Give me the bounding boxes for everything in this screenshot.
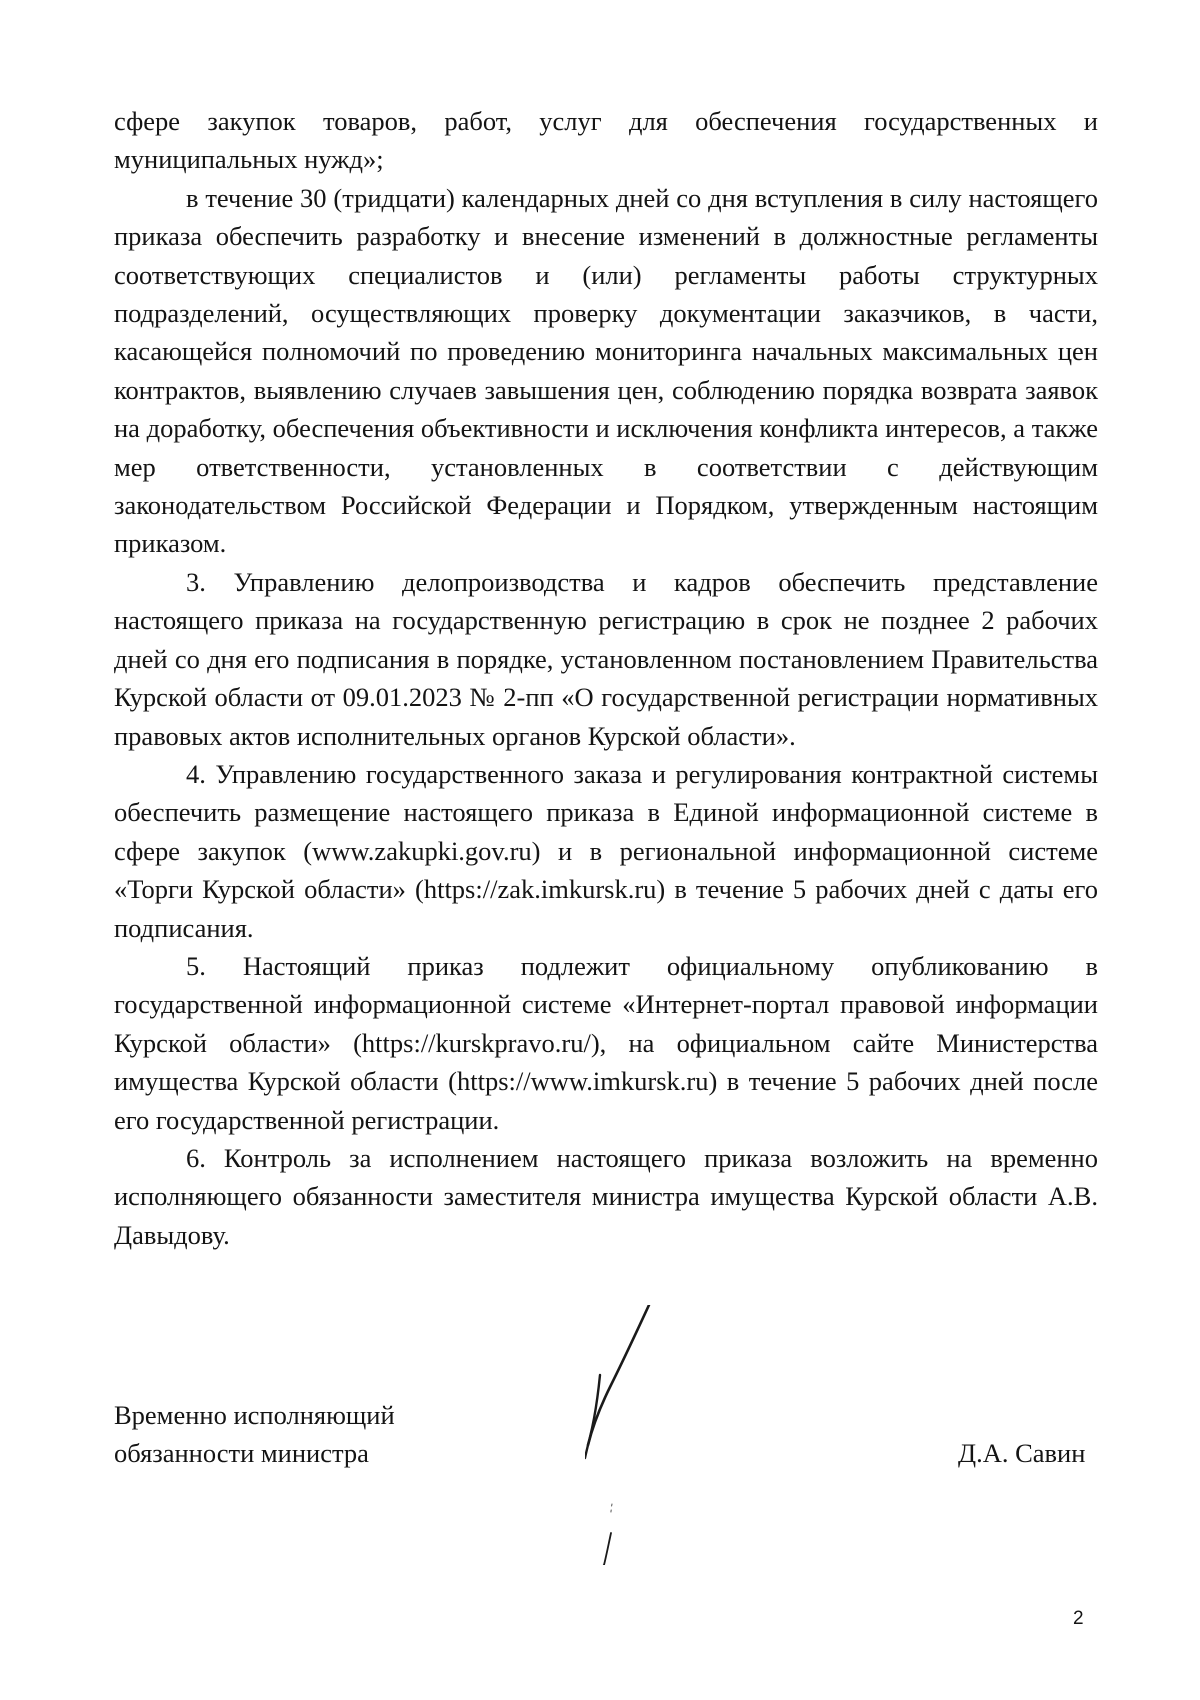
signatory-position-line-2: обязанности министра (114, 1438, 369, 1469)
paragraph-continuation: сфере закупок товаров, работ, услуг для обеспечения государственных и муниципальных нужд»; (114, 106, 1098, 175)
signatory-position-line-1: Временно исполняющий (114, 1400, 395, 1430)
handwritten-signature (585, 1305, 705, 1565)
paragraph-item-3: 3. Управлению делопроизводства и кадров обеспечить представление настоящего приказа на государственную регистрацию в срок не позднее 2 рабочих дней со дня его подписания в порядке, установленном постановлением Правительства Курской области от 09.01.2023 № 2-пп «О государственной регистрации нормативных правовых актов исполнительных органов Курской области». (114, 566, 1098, 751)
signatory-position (114, 1396, 395, 1473)
paragraph-item-5: 5. Настоящий приказ подлежит официальному опубликованию в государственной информационной системе «Интернет-портал правовой информации Курской области» (https://kurskpravo.ru/), на официальном сайте Министерства имущества Курской области (https://www.imkursk.ru) в течение 5 рабочих дней после его государственной регистрации. (114, 950, 1098, 1135)
signatory-name: Д.А. Савин (958, 1438, 1086, 1468)
paragraph-deadline-regulations: в течение 30 (тридцати) календарных дней со дня вступления в силу настоящего приказа обеспечить разработку и внесение изменений в должностные регламенты соответствующих специалистов и (или) регламенты работы структурных подразделений, осуществляющих проверку документации заказчиков, в части, касающейся полномочий по проведению мониторинга начальных максимальных цен контрактов, выявлению случаев завышения цен, соблюдению порядка возврата заявок на доработку, обеспечения объективности и исключения конфликта интересов, а также мер ответственности, установленных в соответствии с действующим законодательством Российской Федерации и Порядком, утвержденным настоящим приказом. (114, 182, 1098, 559)
paragraph-item-4: 4. Управлению государственного заказа и регулирования контрактной системы обеспечить размещение настоящего приказа в Единой информационной системе в сфере закупок (www.zakupki.gov.ru) и в региональной информационной системе «Торги Курской области» (https://zak.imkursk.ru) в течение 5 рабочих дней с даты его подписания. (114, 758, 1098, 943)
document-body (114, 102, 1098, 1254)
paragraph-item-6: 6. Контроль за исполнением настоящего приказа возложить на временно исполняющего обязанности заместителя министра имущества Курской области А.В. Давыдову. (114, 1142, 1098, 1250)
page-number: 2 (1073, 1608, 1084, 1629)
